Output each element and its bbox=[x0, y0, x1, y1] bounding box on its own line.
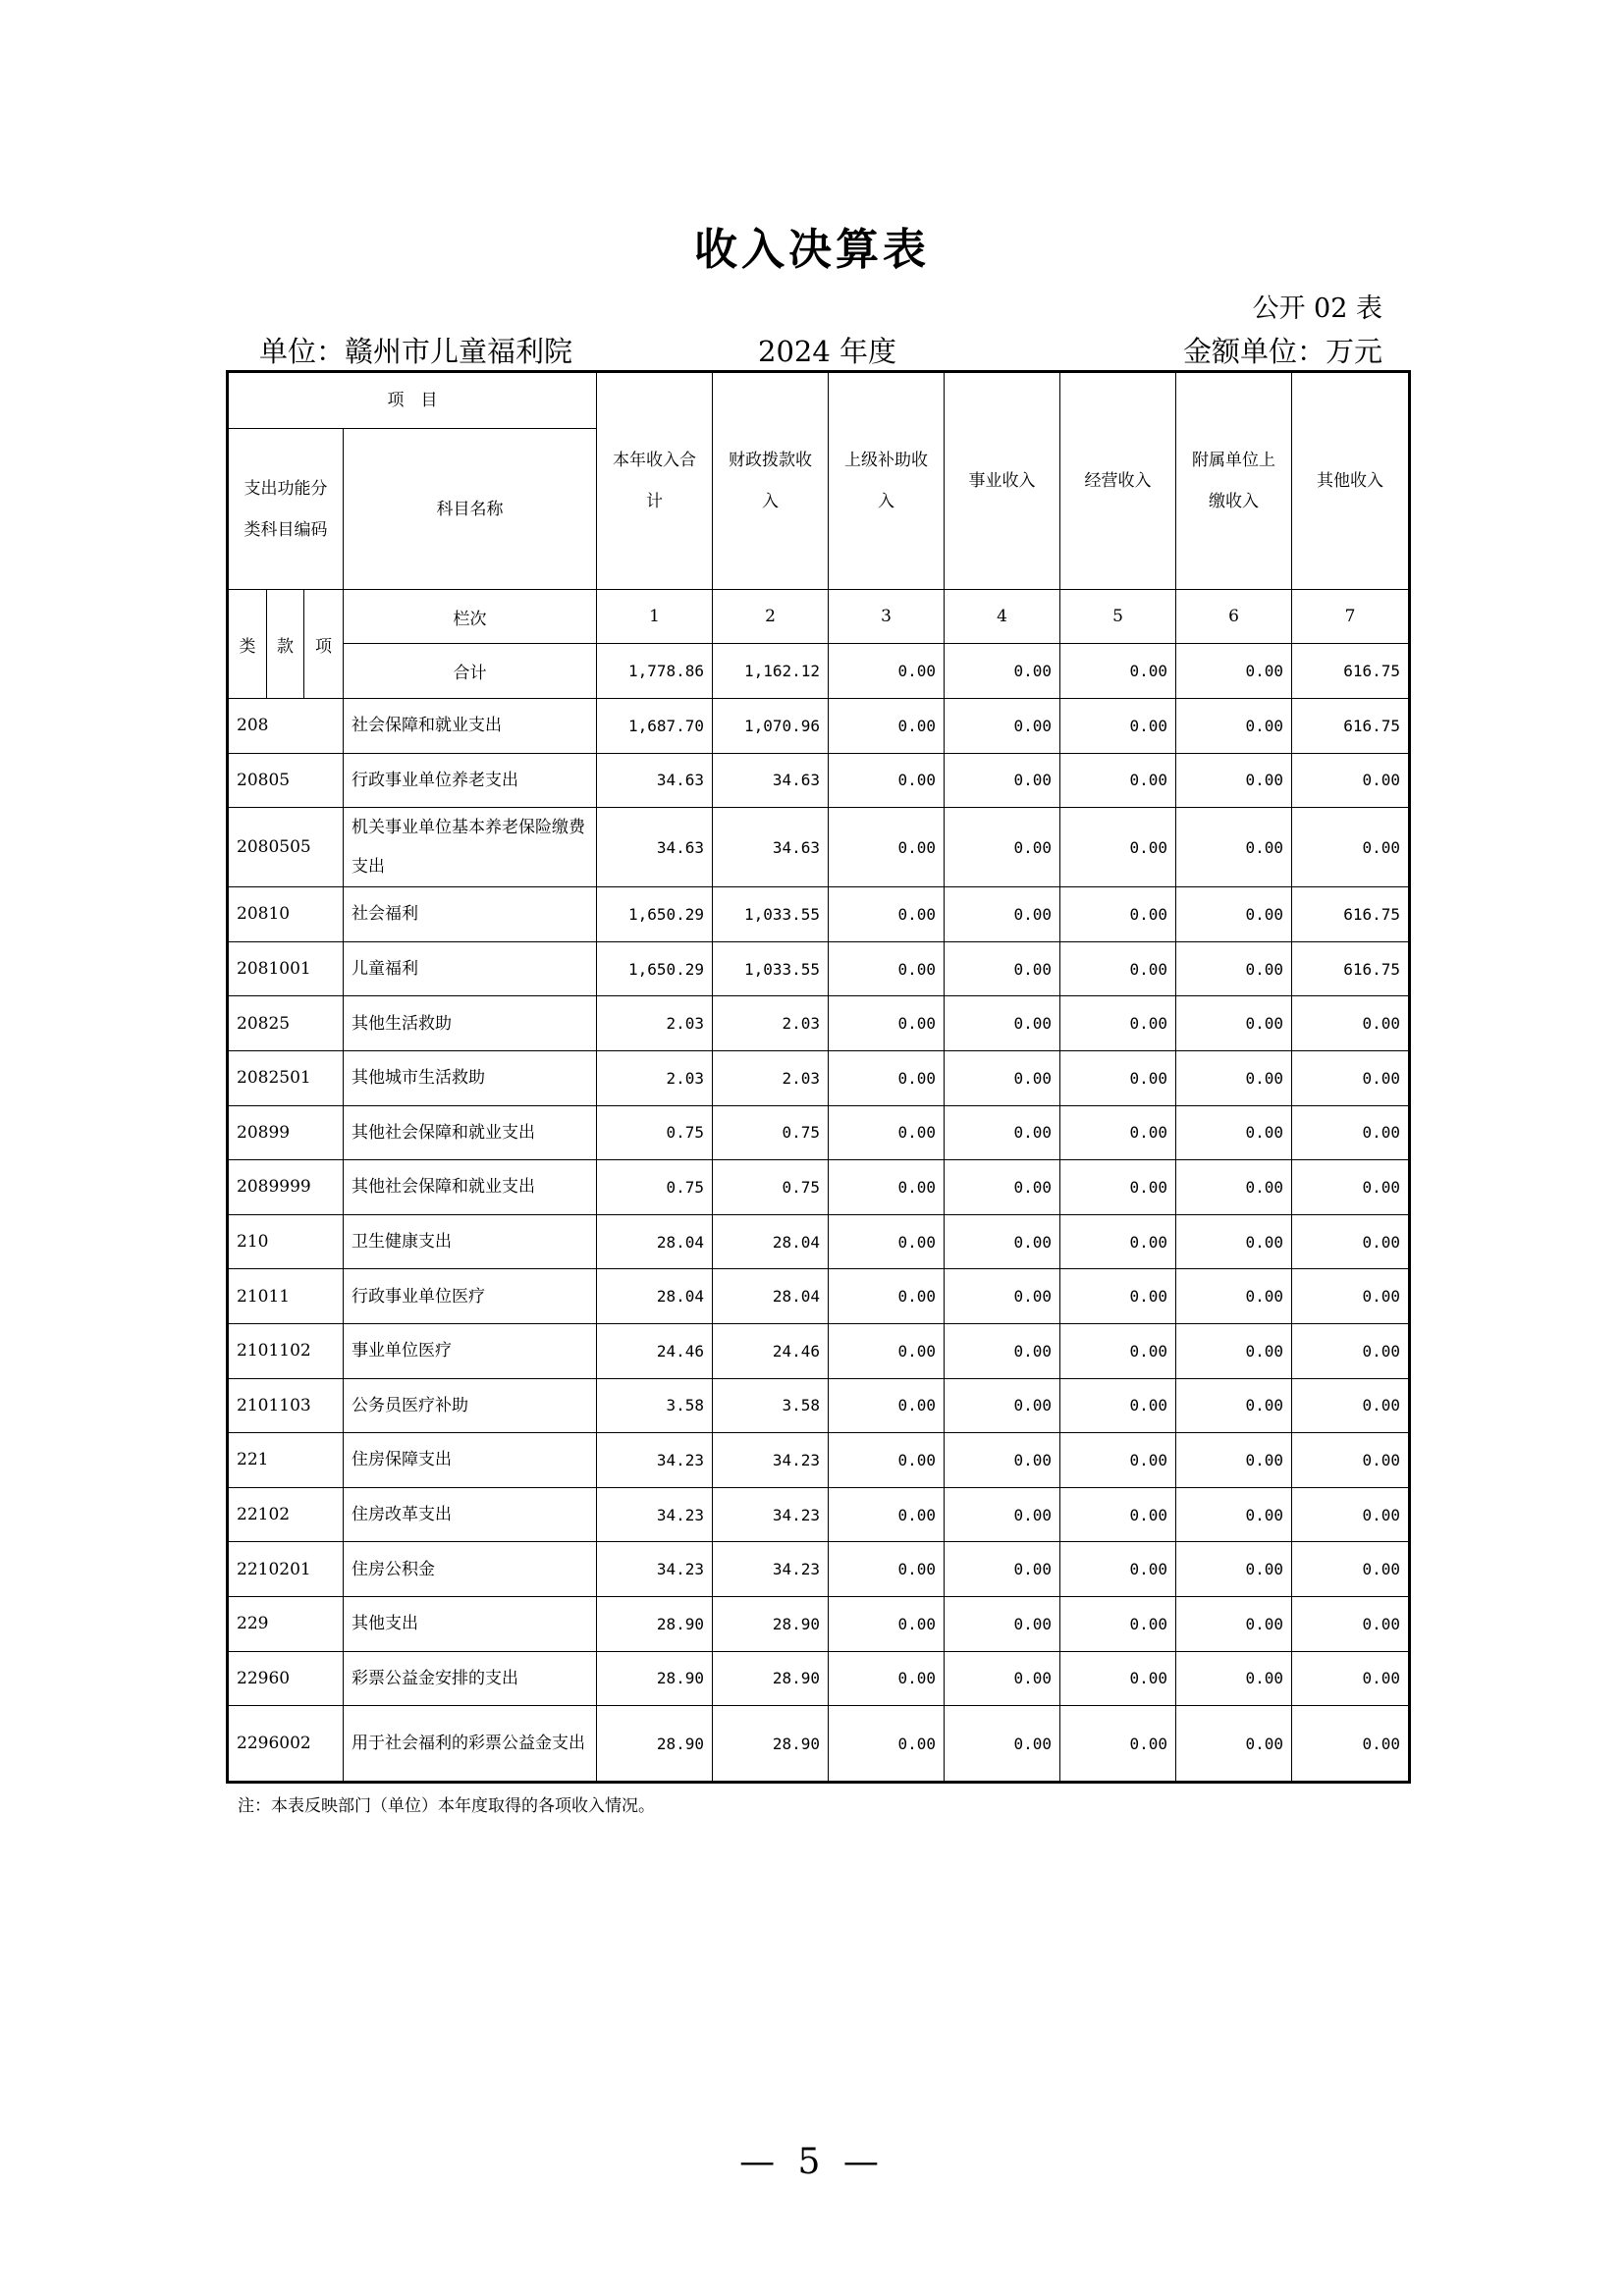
page-title: 收入决算表 bbox=[694, 225, 930, 275]
col-number-4: 4 bbox=[945, 590, 1060, 644]
amount-cell: 0.00 bbox=[1292, 1378, 1410, 1433]
amount-cell: 0.75 bbox=[597, 1105, 713, 1160]
table-row bbox=[228, 1706, 1410, 1783]
subject-code: 20899 bbox=[228, 1105, 344, 1160]
amount-cell: 0.00 bbox=[1060, 887, 1176, 942]
amount-cell: 34.23 bbox=[713, 1542, 829, 1597]
amount-cell: 3.58 bbox=[597, 1378, 713, 1433]
subject-code: 2101102 bbox=[228, 1323, 344, 1378]
subject-name: 其他社会保障和就业支出 bbox=[344, 1105, 597, 1160]
total-value: 1,162.12 bbox=[713, 644, 829, 699]
table-row bbox=[228, 1487, 1410, 1542]
amount-cell: 0.00 bbox=[1176, 887, 1292, 942]
amount-cell: 0.00 bbox=[829, 753, 945, 808]
subject-name: 机关事业单位基本养老保险缴费支出 bbox=[344, 808, 597, 887]
total-value: 0.00 bbox=[1060, 644, 1176, 699]
amount-cell: 0.00 bbox=[1292, 1433, 1410, 1488]
amount-cell: 0.00 bbox=[1176, 1269, 1292, 1324]
subject-name: 事业单位医疗 bbox=[344, 1323, 597, 1378]
footnote: 注：本表反映部门（单位）本年度取得的各项收入情况。 bbox=[238, 1796, 655, 1816]
amount-cell: 0.00 bbox=[1060, 996, 1176, 1051]
amount-cell: 0.00 bbox=[945, 1269, 1060, 1324]
amount-cell: 0.00 bbox=[1176, 699, 1292, 754]
amount-cell: 0.00 bbox=[1292, 1160, 1410, 1215]
subject-code: 20825 bbox=[228, 996, 344, 1051]
amount-cell: 0.00 bbox=[945, 1323, 1060, 1378]
amount-cell: 0.00 bbox=[945, 887, 1060, 942]
subject-name: 住房保障支出 bbox=[344, 1433, 597, 1488]
amount-cell: 0.75 bbox=[713, 1105, 829, 1160]
table-row bbox=[228, 1050, 1410, 1105]
col-number-1: 1 bbox=[597, 590, 713, 644]
amount-cell: 0.00 bbox=[829, 996, 945, 1051]
amount-cell: 34.23 bbox=[597, 1487, 713, 1542]
subject-code: 2082501 bbox=[228, 1050, 344, 1105]
amount-cell: 616.75 bbox=[1292, 699, 1410, 754]
amount-cell: 0.00 bbox=[945, 1050, 1060, 1105]
table-row bbox=[228, 1542, 1410, 1597]
subject-code: 22102 bbox=[228, 1487, 344, 1542]
amount-cell: 0.00 bbox=[1292, 1651, 1410, 1706]
amount-cell: 34.63 bbox=[597, 808, 713, 887]
amount-cell: 2.03 bbox=[597, 996, 713, 1051]
subject-code: 2081001 bbox=[228, 941, 344, 996]
amount-cell: 0.00 bbox=[1060, 753, 1176, 808]
amount-cell: 0.75 bbox=[713, 1160, 829, 1215]
amount-cell: 0.00 bbox=[1292, 1214, 1410, 1269]
col-header-3: 上级补助收入 bbox=[829, 372, 945, 590]
amount-cell: 0.00 bbox=[1060, 1105, 1176, 1160]
amount-cell: 28.04 bbox=[713, 1269, 829, 1324]
amount-cell: 34.63 bbox=[597, 753, 713, 808]
amount-cell: 3.58 bbox=[713, 1378, 829, 1433]
total-label: 合计 bbox=[344, 644, 597, 699]
table-row bbox=[228, 1323, 1410, 1378]
table-row bbox=[228, 1433, 1410, 1488]
amount-cell: 28.04 bbox=[597, 1269, 713, 1324]
amount-cell: 0.00 bbox=[829, 1214, 945, 1269]
amount-cell: 0.00 bbox=[1176, 1323, 1292, 1378]
amount-cell: 0.00 bbox=[1176, 1160, 1292, 1215]
amount-cell: 0.00 bbox=[1060, 1487, 1176, 1542]
amount-cell: 0.00 bbox=[1292, 1542, 1410, 1597]
table-row bbox=[228, 1269, 1410, 1324]
amount-cell: 28.90 bbox=[713, 1596, 829, 1651]
total-value: 0.00 bbox=[945, 644, 1060, 699]
subject-code: 221 bbox=[228, 1433, 344, 1488]
lei-header: 类 bbox=[228, 590, 267, 699]
subject-name: 社会福利 bbox=[344, 887, 597, 942]
amount-cell: 0.00 bbox=[945, 1378, 1060, 1433]
amount-cell: 0.00 bbox=[1292, 1487, 1410, 1542]
amount-cell: 0.00 bbox=[829, 1651, 945, 1706]
amount-cell: 0.00 bbox=[1176, 996, 1292, 1051]
subject-code: 208 bbox=[228, 699, 344, 754]
col-header-5: 经营收入 bbox=[1060, 372, 1176, 590]
subject-code: 21011 bbox=[228, 1269, 344, 1324]
amount-cell: 0.00 bbox=[945, 1105, 1060, 1160]
subject-code: 2296002 bbox=[228, 1706, 344, 1783]
amount-cell: 0.00 bbox=[945, 996, 1060, 1051]
table-row bbox=[228, 1214, 1410, 1269]
table-row bbox=[228, 1596, 1410, 1651]
form-number: 公开 02 表 bbox=[1252, 294, 1382, 324]
amount-cell: 0.00 bbox=[1176, 1105, 1292, 1160]
col-number-6: 6 bbox=[1176, 590, 1292, 644]
amount-cell: 0.00 bbox=[1060, 1050, 1176, 1105]
amount-cell: 0.00 bbox=[1292, 1323, 1410, 1378]
amount-cell: 0.00 bbox=[1176, 1651, 1292, 1706]
amount-cell: 0.00 bbox=[829, 1706, 945, 1783]
amount-cell: 34.23 bbox=[713, 1433, 829, 1488]
amount-cell: 0.00 bbox=[1292, 1269, 1410, 1324]
total-value: 0.00 bbox=[1176, 644, 1292, 699]
amount-cell: 0.00 bbox=[945, 1542, 1060, 1597]
amount-cell: 28.04 bbox=[597, 1214, 713, 1269]
amount-cell: 0.00 bbox=[945, 941, 1060, 996]
amount-cell: 1,650.29 bbox=[597, 941, 713, 996]
amount-cell: 0.00 bbox=[1060, 1214, 1176, 1269]
table-row bbox=[228, 1160, 1410, 1215]
total-value: 0.00 bbox=[829, 644, 945, 699]
table-row bbox=[228, 1651, 1410, 1706]
amount-cell: 0.00 bbox=[1292, 808, 1410, 887]
amount-cell: 0.00 bbox=[945, 1214, 1060, 1269]
amount-cell: 0.00 bbox=[1176, 1433, 1292, 1488]
col-number-3: 3 bbox=[829, 590, 945, 644]
subject-name: 其他生活救助 bbox=[344, 996, 597, 1051]
amount-cell: 1,033.55 bbox=[713, 887, 829, 942]
amount-cell: 1,033.55 bbox=[713, 941, 829, 996]
subject-name: 社会保障和就业支出 bbox=[344, 699, 597, 754]
amount-cell: 0.00 bbox=[1060, 1596, 1176, 1651]
amount-cell: 0.00 bbox=[1176, 1214, 1292, 1269]
amount-cell: 0.00 bbox=[1292, 1706, 1410, 1783]
col-header-1: 本年收入合计 bbox=[597, 372, 713, 590]
amount-cell: 616.75 bbox=[1292, 941, 1410, 996]
subject-name: 公务员医疗补助 bbox=[344, 1378, 597, 1433]
table-row bbox=[228, 699, 1410, 754]
amount-cell: 2.03 bbox=[713, 1050, 829, 1105]
amount-cell: 0.00 bbox=[1060, 1433, 1176, 1488]
amount-cell: 0.00 bbox=[829, 887, 945, 942]
amount-cell: 34.23 bbox=[597, 1433, 713, 1488]
col-header-2: 财政拨款收入 bbox=[713, 372, 829, 590]
amount-cell: 0.00 bbox=[945, 1160, 1060, 1215]
amount-cell: 0.00 bbox=[1176, 1706, 1292, 1783]
amount-cell: 0.00 bbox=[1176, 1542, 1292, 1597]
subject-code: 20805 bbox=[228, 753, 344, 808]
income-table bbox=[226, 370, 1411, 1784]
col-header-4: 事业收入 bbox=[945, 372, 1060, 590]
code-header: 支出功能分类科目编码 bbox=[228, 429, 344, 590]
col-number-2: 2 bbox=[713, 590, 829, 644]
amount-cell: 0.00 bbox=[945, 1487, 1060, 1542]
subject-name: 用于社会福利的彩票公益金支出 bbox=[344, 1706, 597, 1783]
subject-name: 住房公积金 bbox=[344, 1542, 597, 1597]
amount-cell: 2.03 bbox=[713, 996, 829, 1051]
amount-cell: 0.00 bbox=[1060, 941, 1176, 996]
table-row bbox=[228, 1378, 1410, 1433]
subject-name: 其他支出 bbox=[344, 1596, 597, 1651]
amount-cell: 0.00 bbox=[829, 941, 945, 996]
table-row bbox=[228, 808, 1410, 887]
amount-cell: 1,687.70 bbox=[597, 699, 713, 754]
amount-cell: 0.00 bbox=[1060, 699, 1176, 754]
subject-code: 22960 bbox=[228, 1651, 344, 1706]
amount-cell: 0.00 bbox=[1060, 808, 1176, 887]
amount-cell: 34.63 bbox=[713, 753, 829, 808]
subject-name: 行政事业单位养老支出 bbox=[344, 753, 597, 808]
amount-cell: 0.00 bbox=[1292, 996, 1410, 1051]
table-row bbox=[228, 887, 1410, 942]
table-row bbox=[228, 1105, 1410, 1160]
amount-cell: 0.00 bbox=[829, 1050, 945, 1105]
amount-cell: 0.00 bbox=[1060, 1706, 1176, 1783]
amount-cell: 0.00 bbox=[829, 1596, 945, 1651]
amount-cell: 616.75 bbox=[1292, 887, 1410, 942]
amount-cell: 1,070.96 bbox=[713, 699, 829, 754]
amount-cell: 0.00 bbox=[829, 808, 945, 887]
amount-cell: 0.00 bbox=[945, 753, 1060, 808]
unit-label: 单位：赣州市儿童福利院 bbox=[259, 335, 573, 368]
subject-code: 2080505 bbox=[228, 808, 344, 887]
amount-cell: 0.00 bbox=[829, 1269, 945, 1324]
amount-cell: 0.00 bbox=[1292, 1050, 1410, 1105]
amount-cell: 0.00 bbox=[1060, 1269, 1176, 1324]
xiang-header: 项 bbox=[304, 590, 344, 699]
amount-cell: 0.00 bbox=[1292, 1596, 1410, 1651]
amount-cell: 28.90 bbox=[597, 1596, 713, 1651]
amount-cell: 0.00 bbox=[1176, 941, 1292, 996]
amount-cell: 0.00 bbox=[829, 1105, 945, 1160]
amount-cell: 34.23 bbox=[597, 1542, 713, 1597]
amount-cell: 0.00 bbox=[945, 699, 1060, 754]
amount-cell: 0.00 bbox=[829, 1160, 945, 1215]
amount-cell: 34.63 bbox=[713, 808, 829, 887]
name-header: 科目名称 bbox=[344, 429, 597, 590]
year-label: 2024 年度 bbox=[758, 335, 897, 368]
amount-cell: 24.46 bbox=[713, 1323, 829, 1378]
amount-cell: 0.00 bbox=[945, 1596, 1060, 1651]
amount-cell: 0.00 bbox=[1060, 1323, 1176, 1378]
amount-cell: 0.00 bbox=[1176, 808, 1292, 887]
amount-cell: 1,650.29 bbox=[597, 887, 713, 942]
amount-cell: 2.03 bbox=[597, 1050, 713, 1105]
amount-cell: 0.00 bbox=[1292, 1105, 1410, 1160]
amount-unit-label: 金额单位：万元 bbox=[1182, 335, 1382, 368]
amount-cell: 0.00 bbox=[829, 1378, 945, 1433]
amount-cell: 0.00 bbox=[1060, 1542, 1176, 1597]
amount-cell: 0.00 bbox=[945, 808, 1060, 887]
col-header-7: 其他收入 bbox=[1292, 372, 1410, 590]
subject-name: 其他城市生活救助 bbox=[344, 1050, 597, 1105]
amount-cell: 24.46 bbox=[597, 1323, 713, 1378]
subject-name: 儿童福利 bbox=[344, 941, 597, 996]
amount-cell: 0.00 bbox=[1060, 1378, 1176, 1433]
col-number-5: 5 bbox=[1060, 590, 1176, 644]
total-value: 616.75 bbox=[1292, 644, 1410, 699]
subject-name: 行政事业单位医疗 bbox=[344, 1269, 597, 1324]
table-row bbox=[228, 996, 1410, 1051]
amount-cell: 28.90 bbox=[597, 1706, 713, 1783]
amount-cell: 0.00 bbox=[829, 1323, 945, 1378]
project-header: 项 目 bbox=[228, 372, 597, 429]
subject-name: 彩票公益金安排的支出 bbox=[344, 1651, 597, 1706]
amount-cell: 0.00 bbox=[829, 1542, 945, 1597]
amount-cell: 28.90 bbox=[713, 1651, 829, 1706]
subject-code: 20810 bbox=[228, 887, 344, 942]
amount-cell: 0.00 bbox=[945, 1706, 1060, 1783]
amount-cell: 28.90 bbox=[713, 1706, 829, 1783]
amount-cell: 0.00 bbox=[1176, 1050, 1292, 1105]
subject-code: 2101103 bbox=[228, 1378, 344, 1433]
amount-cell: 28.04 bbox=[713, 1214, 829, 1269]
amount-cell: 0.00 bbox=[1176, 1378, 1292, 1433]
kuan-header: 款 bbox=[267, 590, 304, 699]
amount-cell: 34.23 bbox=[713, 1487, 829, 1542]
total-row bbox=[228, 644, 1410, 699]
amount-cell: 0.75 bbox=[597, 1160, 713, 1215]
amount-cell: 0.00 bbox=[1176, 753, 1292, 808]
subject-code: 2089999 bbox=[228, 1160, 344, 1215]
amount-cell: 0.00 bbox=[1176, 1596, 1292, 1651]
col-number-7: 7 bbox=[1292, 590, 1410, 644]
subject-name: 其他社会保障和就业支出 bbox=[344, 1160, 597, 1215]
amount-cell: 0.00 bbox=[945, 1651, 1060, 1706]
amount-cell: 0.00 bbox=[1176, 1487, 1292, 1542]
lanci-label: 栏次 bbox=[344, 590, 597, 644]
total-value: 1,778.86 bbox=[597, 644, 713, 699]
amount-cell: 0.00 bbox=[1060, 1651, 1176, 1706]
subject-code: 229 bbox=[228, 1596, 344, 1651]
amount-cell: 0.00 bbox=[829, 1487, 945, 1542]
subject-code: 210 bbox=[228, 1214, 344, 1269]
subject-name: 卫生健康支出 bbox=[344, 1214, 597, 1269]
table-row bbox=[228, 753, 1410, 808]
page-number: — 5 — bbox=[739, 2142, 885, 2182]
amount-cell: 0.00 bbox=[1292, 753, 1410, 808]
amount-cell: 0.00 bbox=[945, 1433, 1060, 1488]
col-header-6: 附属单位上缴收入 bbox=[1176, 372, 1292, 590]
amount-cell: 28.90 bbox=[597, 1651, 713, 1706]
amount-cell: 0.00 bbox=[829, 699, 945, 754]
amount-cell: 0.00 bbox=[829, 1433, 945, 1488]
subject-code: 2210201 bbox=[228, 1542, 344, 1597]
amount-cell: 0.00 bbox=[1060, 1160, 1176, 1215]
subject-name: 住房改革支出 bbox=[344, 1487, 597, 1542]
table-row bbox=[228, 941, 1410, 996]
